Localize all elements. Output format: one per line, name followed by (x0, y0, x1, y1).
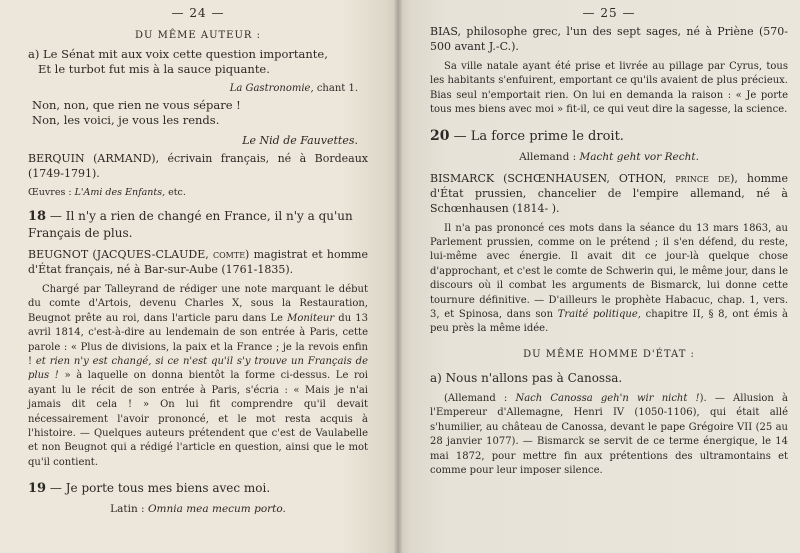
commentary-paragraph (430, 222, 788, 337)
text-run: (Allemand : (444, 392, 516, 404)
text-run: du 13 avril 1814, c'est-à-dire au lendemain de son entrée à Paris, cette parole : « Plus de divisions, la paix et la France ; je la revois enfin ! (28, 312, 368, 368)
works-etc: etc. (165, 187, 186, 198)
translation-line (28, 503, 368, 515)
language-label: Allemand : (519, 150, 580, 163)
author-entry-bismarck (430, 171, 788, 216)
entry-heading-19 (28, 480, 368, 497)
author-bio: écrivain français, né à Bordeaux (1749-1791). (28, 152, 368, 180)
entry-number: 18 (28, 209, 47, 224)
entry-title: — Je porte tous mes biens avec moi. (46, 481, 271, 496)
author-name: BEUGNOT (JACQUES-CLAUDE, comte) (28, 248, 250, 261)
language-label: Latin : (110, 503, 148, 516)
entry-number: 19 (28, 481, 47, 497)
author-entry-bias: BIAS, philosophe grec, l'un des sept sages, né à Priène (570-500 avant J.-C.). (430, 25, 788, 53)
page-number-right: — 25 — (582, 6, 636, 20)
left-page (0, 0, 398, 553)
text-run: Traité politique, (557, 309, 641, 321)
section-label-du-meme-homme: DU MÊME HOMME D'ÉTAT : (523, 348, 695, 360)
attribution: Le Nid de Fauvettes. (242, 134, 358, 147)
entry-heading-20 (430, 128, 788, 145)
entry-title: — Il n'y a rien de changé en France, il n'y a qu'un Français de plus. (28, 209, 353, 240)
works-line (28, 187, 368, 198)
commentary-paragraph (430, 392, 788, 478)
entry-heading-18 (28, 208, 368, 241)
verse-line: a) Le Sénat mit aux voix cette question importante, (28, 47, 328, 61)
text-run: chapitre II, § 8, ont émis à peu près la même idée. (430, 309, 788, 335)
book-gutter (394, 0, 402, 553)
commentary-paragraph (28, 283, 368, 470)
works-title: L'Ami des Enfants, (74, 187, 166, 198)
text-run: ). — Allusion à l'Empereur d'Allemagne, Henri IV (1050-1106), qui était allé s'humilier, au château de Canossa, devant le pape Grégoire VII (25 au 28 janvier 1077). — Bismarck se servit de ce terme énergique, le 14 mai 1872, pour mettre fin aux prétentions des ultramontains et comme pour leur imposer silence. (430, 392, 789, 476)
text-run: et rien n'y est changé, si ce n'est qu'il s'y trouve un Français de plus ! (28, 356, 368, 382)
author-name: BERQUIN (ARMAND), (28, 152, 160, 165)
section-label-du-meme-auteur: DU MÊME AUTEUR : (134, 30, 261, 41)
attribution-detail: chant 1. (316, 83, 358, 94)
attribution-title: La Gastronomie, (229, 83, 314, 94)
right-page (398, 0, 800, 553)
sub-entry-heading-canossa: a) Nous n'allons pas à Canossa. (430, 370, 623, 385)
verse-line: Non, non, que rien ne vous sépare ! (32, 98, 241, 112)
author-entry-berquin (28, 151, 368, 181)
verse-line: Non, les voici, je vous les rends. (32, 113, 220, 127)
translation-text: Macht geht vor Recht. (579, 150, 699, 163)
verse-line: Et le turbot fut mis à la sauce piquante. (38, 62, 270, 76)
author-bio: homme d'État prussien, chancelier de l'empire allemand, né à Schœnhausen (1814- ). (430, 171, 788, 215)
works-label: Œuvres : (28, 187, 75, 198)
translation-text: Omnia mea mecum porto. (147, 503, 286, 516)
entry-number: 20 (430, 127, 450, 144)
text-run: Nach Canossa geh'n wir nicht ! (515, 392, 700, 404)
translation-line (430, 151, 788, 163)
text-run: » à laquelle on donna bientôt la forme ci-dessus. Le roi ayant lu le récit de son entrée à Paris, s'écria : « Mais je n'ai jamais dit cela ! » On lui fit comprendre qu'il devait nécessairement l'avoir prononcé, et le mot resta acquis à l'histoire. — Quelques auteurs prétendent que c'est de Vaulabelle et non Beugnot qui a rédigé l'article en question, ainsi que le mot qu'il contient. (28, 370, 368, 468)
author-name: BISMARCK (SCHŒNHAUSEN, OTHON, prince de), (430, 171, 738, 185)
text-run: Il n'a pas prononcé ces mots dans la séance du 13 mars 1863, au Parlement prussien, comme on le prétend ; il s'en défend, du reste, lui-même avec énergie. Il avait dit ce jour-là quelque chose d'approchant, et c'est le comte de Schwerin qui, le même jour, dans le discours où il combat les arguments de Bismarck, lui donne cette tournure définitive. — D'ailleurs le prophète Habacuc, chap. 1, vers. 3, et Spinosa, dans son (430, 222, 788, 321)
text-run: Chargé par Talleyrand de rédiger une note marquant le début du comte d'Artois, devenu Charles X, sous la Restauration, Beugnot prête au roi, dans l'article paru dans Le (28, 284, 368, 324)
author-bio: magistrat et homme d'État français, né à Bar-sur-Aube (1761-1835). (28, 248, 368, 276)
commentary-paragraph: Sa ville natale ayant été prise et livrée au pillage par Cyrus, tous les habitants s'enfuirent, emportant ce qu'ils avaient de plus précieux. Bias seul n'emportait rien. On lui en demanda la raison : « Je porte tous mes biens avec moi » fit-il, ce qui veut dire la sagesse, la science. (430, 61, 788, 116)
author-entry-beugnot (28, 247, 368, 277)
text-run: Moniteur (287, 312, 335, 324)
page-number-left: — 24 — (171, 6, 225, 20)
entry-title: — La force prime le droit. (449, 128, 624, 144)
attribution (28, 83, 358, 94)
